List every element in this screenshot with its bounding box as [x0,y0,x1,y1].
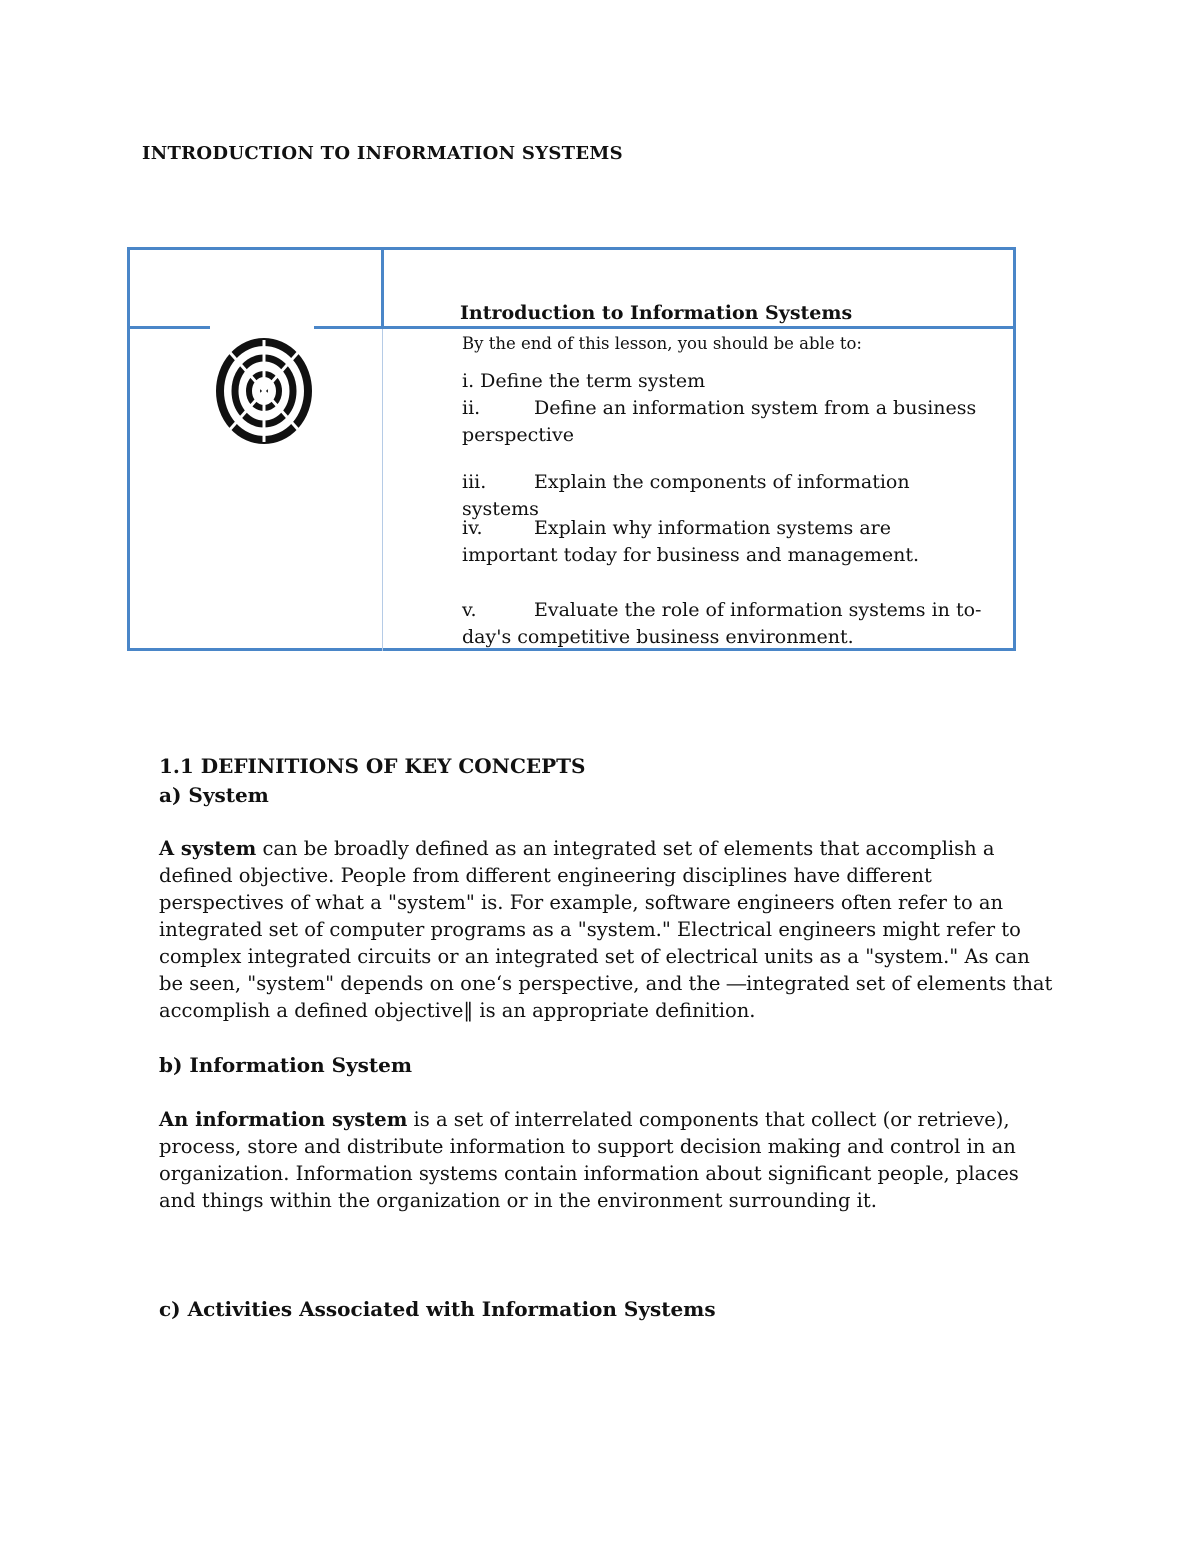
objective-item [462,368,992,395]
objective-text: Define an information system from a business perspective [462,397,977,446]
term-information-system: An information system [159,1108,408,1131]
section-heading: 1.1 DEFINITIONS OF KEY CONCEPTS [159,754,586,778]
objective-text: Explain why information systems are important today for business and management. [462,517,920,566]
objective-number: ii. [462,397,481,419]
lesson-title: Introduction to Information Systems [460,302,853,324]
subsection-heading-system: a) System [159,783,269,807]
subsection-heading-activities: c) Activities Associated with Information Systems [159,1297,716,1321]
objectives-table [127,247,1016,651]
information-system-paragraph [159,1106,1059,1214]
lesson-intro: By the end of this lesson, you should be able to: [462,334,862,353]
objective-item [462,597,992,651]
system-definition-paragraph [159,835,1059,1024]
system-definition-text: can be broadly defined as an integrated set of elements that accomplish a defined objective. People from different engineering disciplines have different perspectives of what a "system" is. For example, software engineers often refer to an integrated set of computer programs as a "system." Electrical engineers might refer to complex integrated circuits or an integrated set of electrical units as a "system." As can be seen, "system" depends on one‘s perspective, and the ―integrated set of elements that accomplish a defined objective‖ is an appropriate definition. [159,837,1053,1022]
target-icon [216,338,312,444]
table-divider [381,250,384,326]
objective-number: v. [462,599,477,621]
subsection-heading-information-system: b) Information System [159,1053,413,1077]
objective-number: iv. [462,517,483,539]
term-system: A system [159,837,257,860]
objective-item [462,515,992,569]
objective-text: Evaluate the role of information systems in to-day's competitive business environment. [462,599,982,648]
objective-text: Explain the components of information systems [462,471,910,520]
objective-item [462,395,992,449]
objective-number: iii. [462,471,487,493]
objective-number: i. [462,370,475,392]
information-system-text: is a set of interrelated components that collect (or retrieve), process, store and distribute information to support decision making and control in an organization. Information systems contain information about significant people, places and things within the organization or in the environment surrounding it. [159,1108,1019,1212]
objective-text: Define the term system [480,370,706,392]
table-divider [382,326,383,651]
page-title: INTRODUCTION TO INFORMATION SYSTEMS [142,143,623,164]
